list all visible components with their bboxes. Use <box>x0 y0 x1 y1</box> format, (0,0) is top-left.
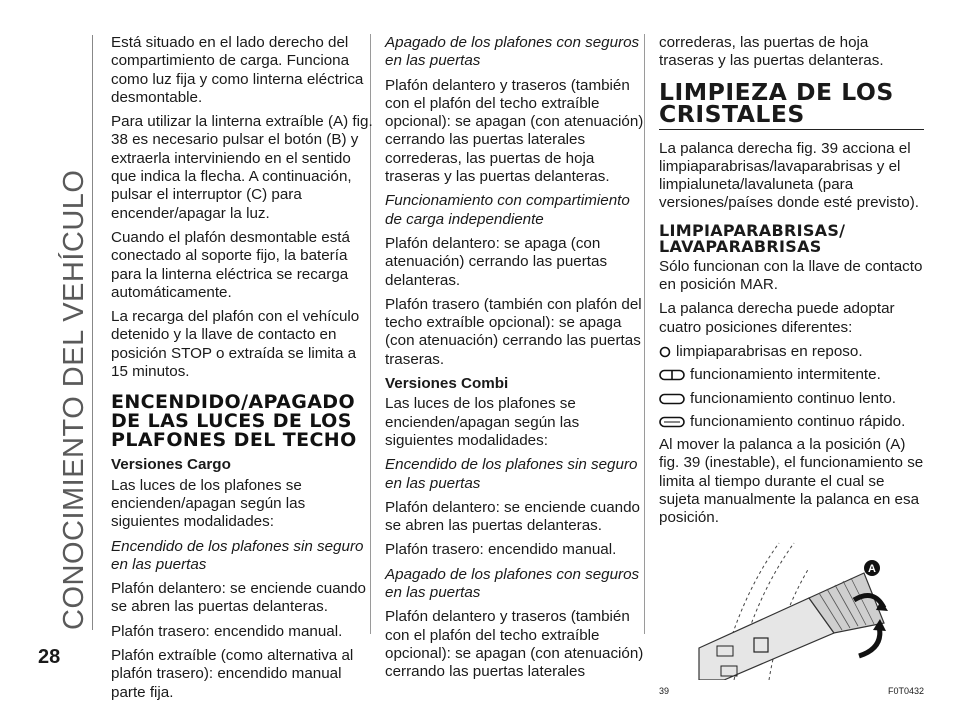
paragraph: Plafón delantero: se enciende cuando se abren las puertas delanteras. <box>111 580 367 616</box>
italic-subheading: Apagado de los plafones con seguros en las puertas <box>385 34 640 70</box>
list-item-text: funcionamiento continuo rápido. <box>690 412 906 430</box>
column-3 <box>659 34 924 700</box>
italic-subheading: Apagado de los plafones con seguros en las puertas <box>385 565 640 602</box>
paragraph: Plafón delantero y traseros (también con el plafón del techo extraíble opcional): se apagan (con atenuación) cerrando las puertas laterales <box>385 608 644 681</box>
paragraph: Plafón trasero: encendido manual. <box>111 622 343 640</box>
off-position-icon <box>659 346 671 358</box>
subheading: LIMPIAPARABRISAS/ LAVAPARABRISAS <box>659 220 846 256</box>
paragraph: Las luces de los plafones se encienden/apagan según las siguientes modalidades: <box>111 476 306 531</box>
paragraph: La palanca derecha fig. 39 acciona el limpiaparabrisas/lavaparabrisas y el limpialuneta/lavaluneta (para versiones/países donde esté previsto). <box>659 139 920 212</box>
list-item <box>659 390 924 408</box>
italic-subheading: Funcionamiento con compartimiento de carga independiente <box>385 192 630 228</box>
paragraph: Plafón delantero y traseros (también con el plafón del techo extraíble opcional): se apagan (con atenuación) cerrando las puertas laterales correderas, las puertas de hoja traseras y las puertas delanteras. <box>385 76 644 186</box>
figure-callout-a: A <box>868 562 876 575</box>
wiper-lever-figure <box>659 538 924 680</box>
side-title-rule <box>92 35 93 630</box>
page-number: 28 <box>38 646 61 668</box>
list-item <box>659 343 924 361</box>
intermittent-icon <box>659 369 685 381</box>
section-heading: ENCENDIDO/APAGADO DE LAS LUCES DE LOS PLAFONES DEL TECHO <box>111 391 357 452</box>
paragraph: Sólo funcionan con la llave de contacto en posición MAR. <box>659 257 923 294</box>
figure-caption <box>659 682 924 700</box>
column-1 <box>111 34 376 708</box>
paragraph: Plafón trasero: encendido manual. <box>385 541 617 559</box>
italic-subheading: Encendido de los plafones sin seguro en las puertas <box>111 537 364 573</box>
figure-number: 39 <box>659 685 670 696</box>
italic-subheading: Encendido de los plafones sin seguro en las puertas <box>385 456 638 492</box>
list-item <box>659 366 924 384</box>
list-item-text: funcionamiento intermitente. <box>690 366 881 384</box>
subheading: Versiones Cargo <box>111 456 231 474</box>
paragraph: Para utilizar la linterna extraíble (A) fig. 38 es necesario pulsar el botón (B) y extraerla interviniendo en el sentido que indica la flecha. A continuación, pulsar el interruptor (C) para encender/apagar la luz. <box>111 113 373 222</box>
figure-code: F0T0432 <box>887 685 924 696</box>
paragraph: Cuando el plafón desmontable está conectado al soporte fijo, la batería para la linterna eléctrica se recarga automáticamente. <box>111 228 350 301</box>
subheading: Versiones Combi <box>385 375 509 393</box>
section-side-title <box>58 35 90 630</box>
paragraph: Plafón extraíble (como alternativa al plafón trasero): encendido manual parte fija. <box>111 647 354 701</box>
list-item-text: funcionamiento continuo lento. <box>690 389 897 407</box>
paragraph: Las luces de los plafones se encienden/apagan según las siguientes modalidades: <box>385 395 580 449</box>
continuous-fast-icon <box>659 416 685 428</box>
continuous-slow-icon <box>659 393 685 405</box>
paragraph: Al mover la palanca a la posición (A) fig. 39 (inestable), el funcionamiento se limita al tiempo durante el cual se sujeta manualmente la palanca en esa posición. <box>659 436 924 527</box>
section-heading: LIMPIEZA DE LOS CRISTALES <box>659 81 924 130</box>
paragraph: Plafón trasero (también con plafón del techo extraíble opcional): se apaga (con atenuación) cerrando las puertas traseras. <box>385 295 642 368</box>
section-title-text: CONOCIMIENTO DEL VEHÍCULO <box>58 169 90 630</box>
paragraph: Plafón delantero: se apaga (con atenuación) cerrando las puertas delanteras. <box>385 234 608 289</box>
list-item-text: limpiaparabrisas en reposo. <box>676 342 863 360</box>
paragraph: correderas, las puertas de hoja traseras y las puertas delanteras. <box>659 34 884 70</box>
paragraph: La recarga del plafón con el vehículo detenido y la llave de contacto en posición STOP o extraída se limita a 15 minutos. <box>111 308 360 381</box>
column-2 <box>385 34 650 688</box>
paragraph: Está situado en el lado derecho del compartimiento de carga. Funciona como luz fija y como linterna eléctrica desmontable. <box>111 34 364 106</box>
paragraph: La palanca derecha puede adoptar cuatro posiciones diferentes: <box>659 300 895 336</box>
paragraph: Plafón delantero: se enciende cuando se abren las puertas delanteras. <box>385 498 641 535</box>
wiper-lever-illustration <box>659 538 924 680</box>
list-item <box>659 413 924 431</box>
